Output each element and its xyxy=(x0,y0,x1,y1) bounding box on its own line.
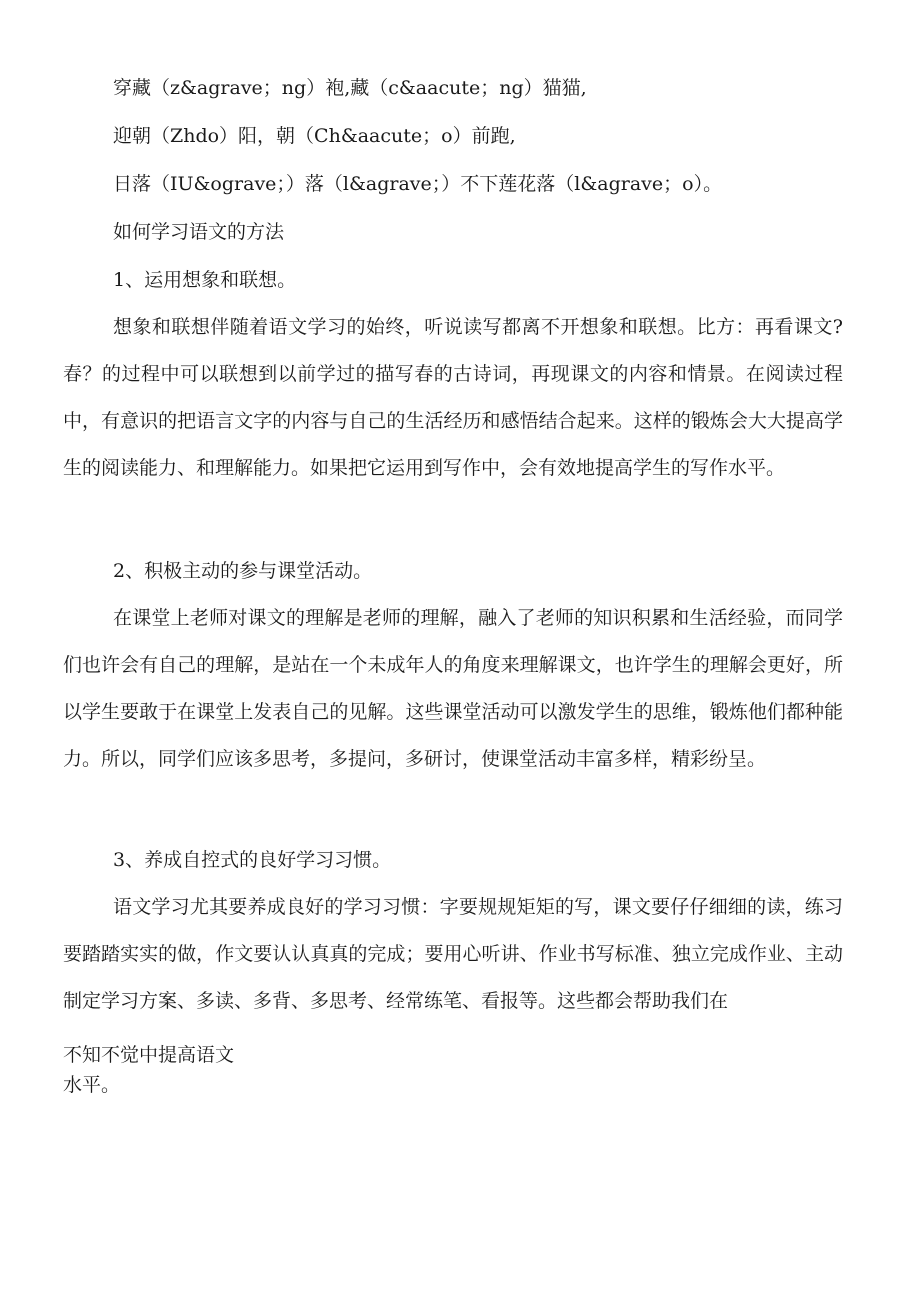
pinyin-line-2: 迎朝（Zhdo）阳，朝（Ch&aacute；o）前跑, xyxy=(113,125,516,147)
section-body-3: 语文学习尤其要养成良好的学习习惯：字要规规矩矩的写，课文要仔仔细细的读，练习要踏踏实实的做，作文要认认真真的完成；要用心听讲、作业书写标准、独立完成作业、主动制定学习方案、多读、多背、多思考、经常练笔、看报等。这些都会帮助我们在 xyxy=(63,896,843,1012)
pinyin-line-3: 日落（IU&ograve；）落（l&agrave；）不下莲花落（l&agrave；o）。 xyxy=(113,173,723,195)
section-heading-3: 3、养成自控式的良好学习习惯。 xyxy=(113,849,392,871)
section-heading-2: 2、积极主动的参与课堂活动。 xyxy=(113,560,373,582)
tail-line-1: 不知不觉中提高语文 xyxy=(63,1044,235,1066)
section-heading-1: 1、运用想象和联想。 xyxy=(113,269,297,291)
tail-line-2: 水平。 xyxy=(63,1074,121,1096)
section-title: 如何学习语文的方法 xyxy=(113,221,285,243)
pinyin-line-1: 穿藏（z&agrave；ng）袍,藏（c&aacute；ng）猫猫, xyxy=(113,77,587,99)
section-body-2: 在课堂上老师对课文的理解是老师的理解，融入了老师的知识积累和生活经验，而同学们也许会有自己的理解，是站在一个未成年人的角度来理解课文，也许学生的理解会更好，所以学生要敢于在课堂上发表自己的见解。这些课堂活动可以激发学生的思维，锻炼他们都种能力。所以，同学们应该多思考，多提问，多研讨，使课堂活动丰富多样，精彩纷呈。 xyxy=(63,607,843,770)
section-body-1: 想象和联想伴随着语文学习的始终，听说读写都离不开想象和联想。比方：再看课文?春？的过程中可以联想到以前学过的描写春的古诗词，再现课文的内容和情景。在阅读过程中，有意识的把语言文字的内容与自己的生活经历和感悟结合起来。这样的锻炼会大大提高学生的阅读能力、和理解能力。如果把它运用到写作中，会有效地提高学生的写作水平。 xyxy=(63,316,843,479)
